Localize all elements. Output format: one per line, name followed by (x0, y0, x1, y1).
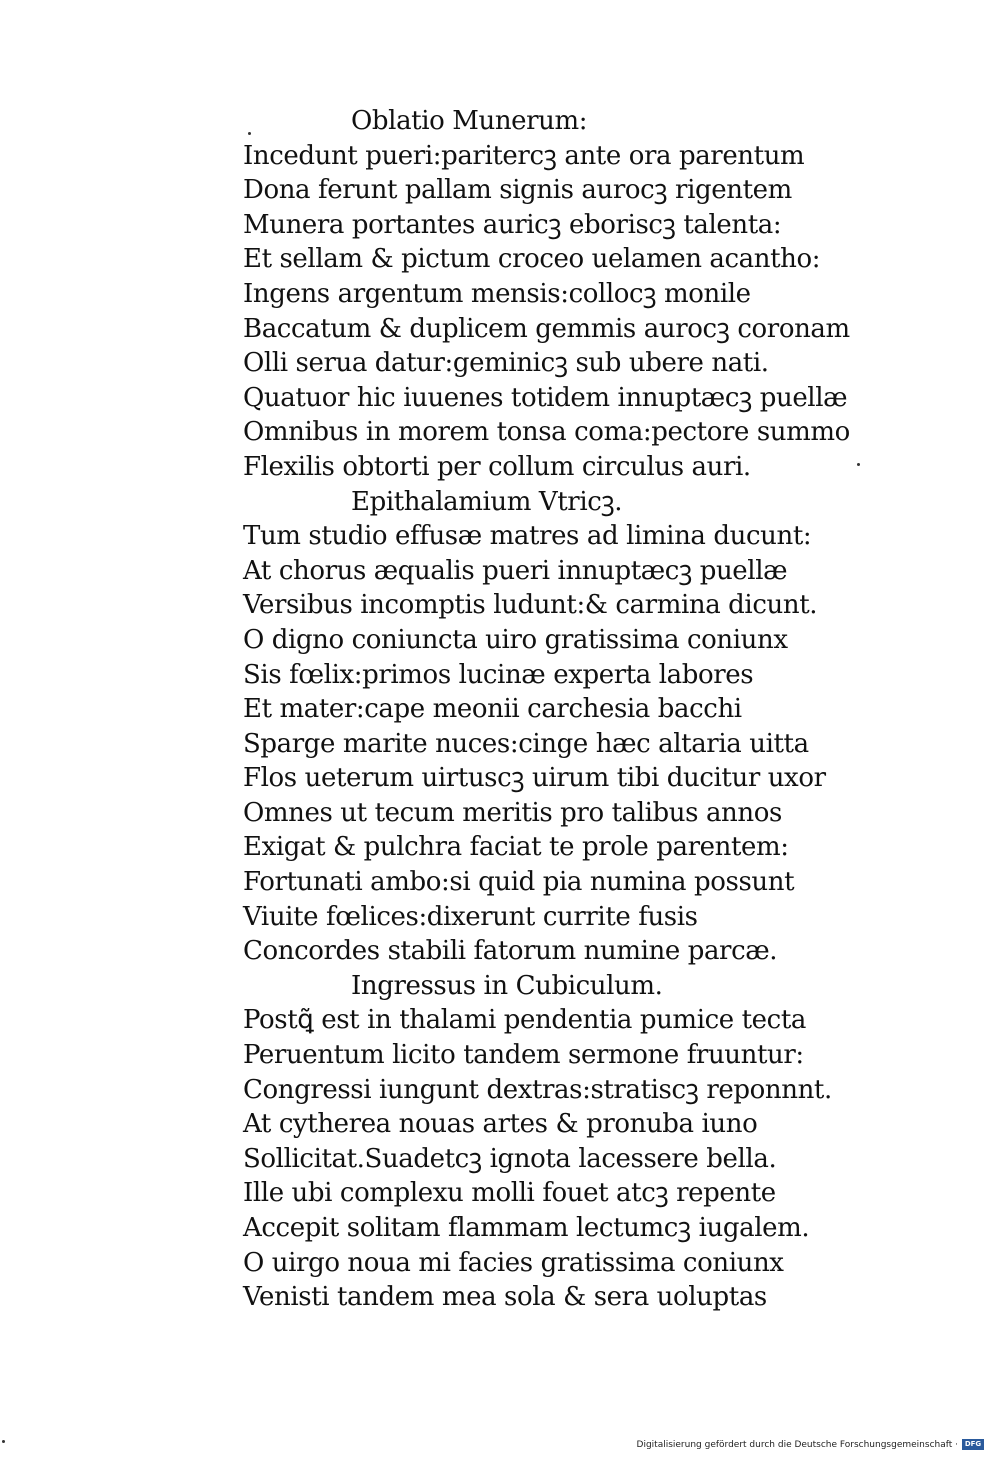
verse-line: Omnibus in morem tonsa coma:pectore summo (243, 417, 850, 448)
verse-line: Postꝗ̃ est in thalami pendentia pumice tecta (243, 1005, 806, 1036)
verse-line: Dona ferunt pallam signis aurocꝫ rigentem (243, 175, 792, 206)
verse-line: Congressi iungunt dextras:stratiscꝫ reponnnt. (243, 1074, 832, 1105)
ink-speck (248, 132, 251, 135)
verse-line: Venisti tandem mea sola & sera uoluptas (243, 1282, 767, 1313)
ink-speck (857, 463, 860, 466)
verse-line: O uirgo noua mi facies gratissima coniunx (243, 1247, 784, 1278)
verse-line: O digno coniuncta uiro gratissima coniunx (243, 624, 788, 655)
verse-line: Baccatum & duplicem gemmis aurocꝫ coronam (243, 313, 850, 344)
digitization-credit (637, 1439, 984, 1450)
verse-text-block (243, 104, 923, 1315)
verse-line: Flexilis obtorti per collum circulus auri. (243, 451, 751, 482)
section-heading: Ingressus in Cubiculum. (351, 970, 663, 1001)
verse-line: At chorus æqualis pueri innuptæcꝫ puellæ (243, 555, 788, 586)
ink-speck (2, 1440, 5, 1443)
verse-line: Ille ubi complexu molli fouet atcꝫ repente (243, 1178, 776, 1209)
verse-line: Concordes stabili fatorum numine parcæ. (243, 936, 778, 967)
verse-line: Ingens argentum mensis:collocꝫ monile (243, 278, 751, 309)
verse-line: At cytherea nouas artes & pronuba iuno (243, 1109, 758, 1140)
verse-line: Versibus incomptis ludunt:& carmina dicunt. (243, 590, 818, 621)
dfg-logo-icon: DFG (962, 1439, 984, 1450)
section-heading: Oblatio Munerum: (351, 106, 588, 136)
verse-line: Sparge marite nuces:cinge hæc altaria uitta (243, 728, 809, 759)
verse-line: Flos ueterum uirtuscꝫ uirum tibi ducitur uxor (243, 763, 826, 794)
verse-line: Quatuor hic iuuenes totidem innuptæcꝫ puellæ (243, 382, 848, 413)
verse-line: Peruentum licito tandem sermone fruuntur: (243, 1040, 804, 1071)
verse-line: Munera portantes auricꝫ eboriscꝫ talenta: (243, 209, 782, 240)
verse-line: Incedunt pueri:paritercꝫ ante ora parentum (243, 140, 805, 171)
verse-line: Tum studio effusæ matres ad limina ducunt: (243, 521, 812, 552)
verse-line: Fortunati ambo:si quid pia numina possunt (243, 867, 795, 898)
verse-line: Omnes ut tecum meritis pro talibus annos (243, 797, 782, 828)
verse-line: Viuite fœlices:dixerunt currite fusis (243, 901, 698, 932)
verse-line: Olli serua datur:geminicꝫ sub ubere nati. (243, 348, 769, 379)
verse-line: Exigat & pulchra faciat te prole parentem: (243, 832, 789, 863)
verse-line: Et mater:cape meonii carchesia bacchi (243, 694, 742, 725)
verse-line: Accepit solitam flammam lectumcꝫ iugalem. (243, 1213, 810, 1243)
verse-line: Sollicitat.Suadetcꝫ ignota lacessere bella. (243, 1143, 777, 1174)
verse-line: Sis fœlix:primos lucinæ experta labores (243, 659, 754, 690)
section-heading: Epithalamium Vtricꝫ. (351, 486, 623, 517)
digitization-credit-text: Digitalisierung gefördert durch die Deutsche Forschungsgemeinschaft · (636, 1439, 958, 1450)
verse-line: Et sellam & pictum croceo uelamen acantho: (243, 244, 821, 275)
